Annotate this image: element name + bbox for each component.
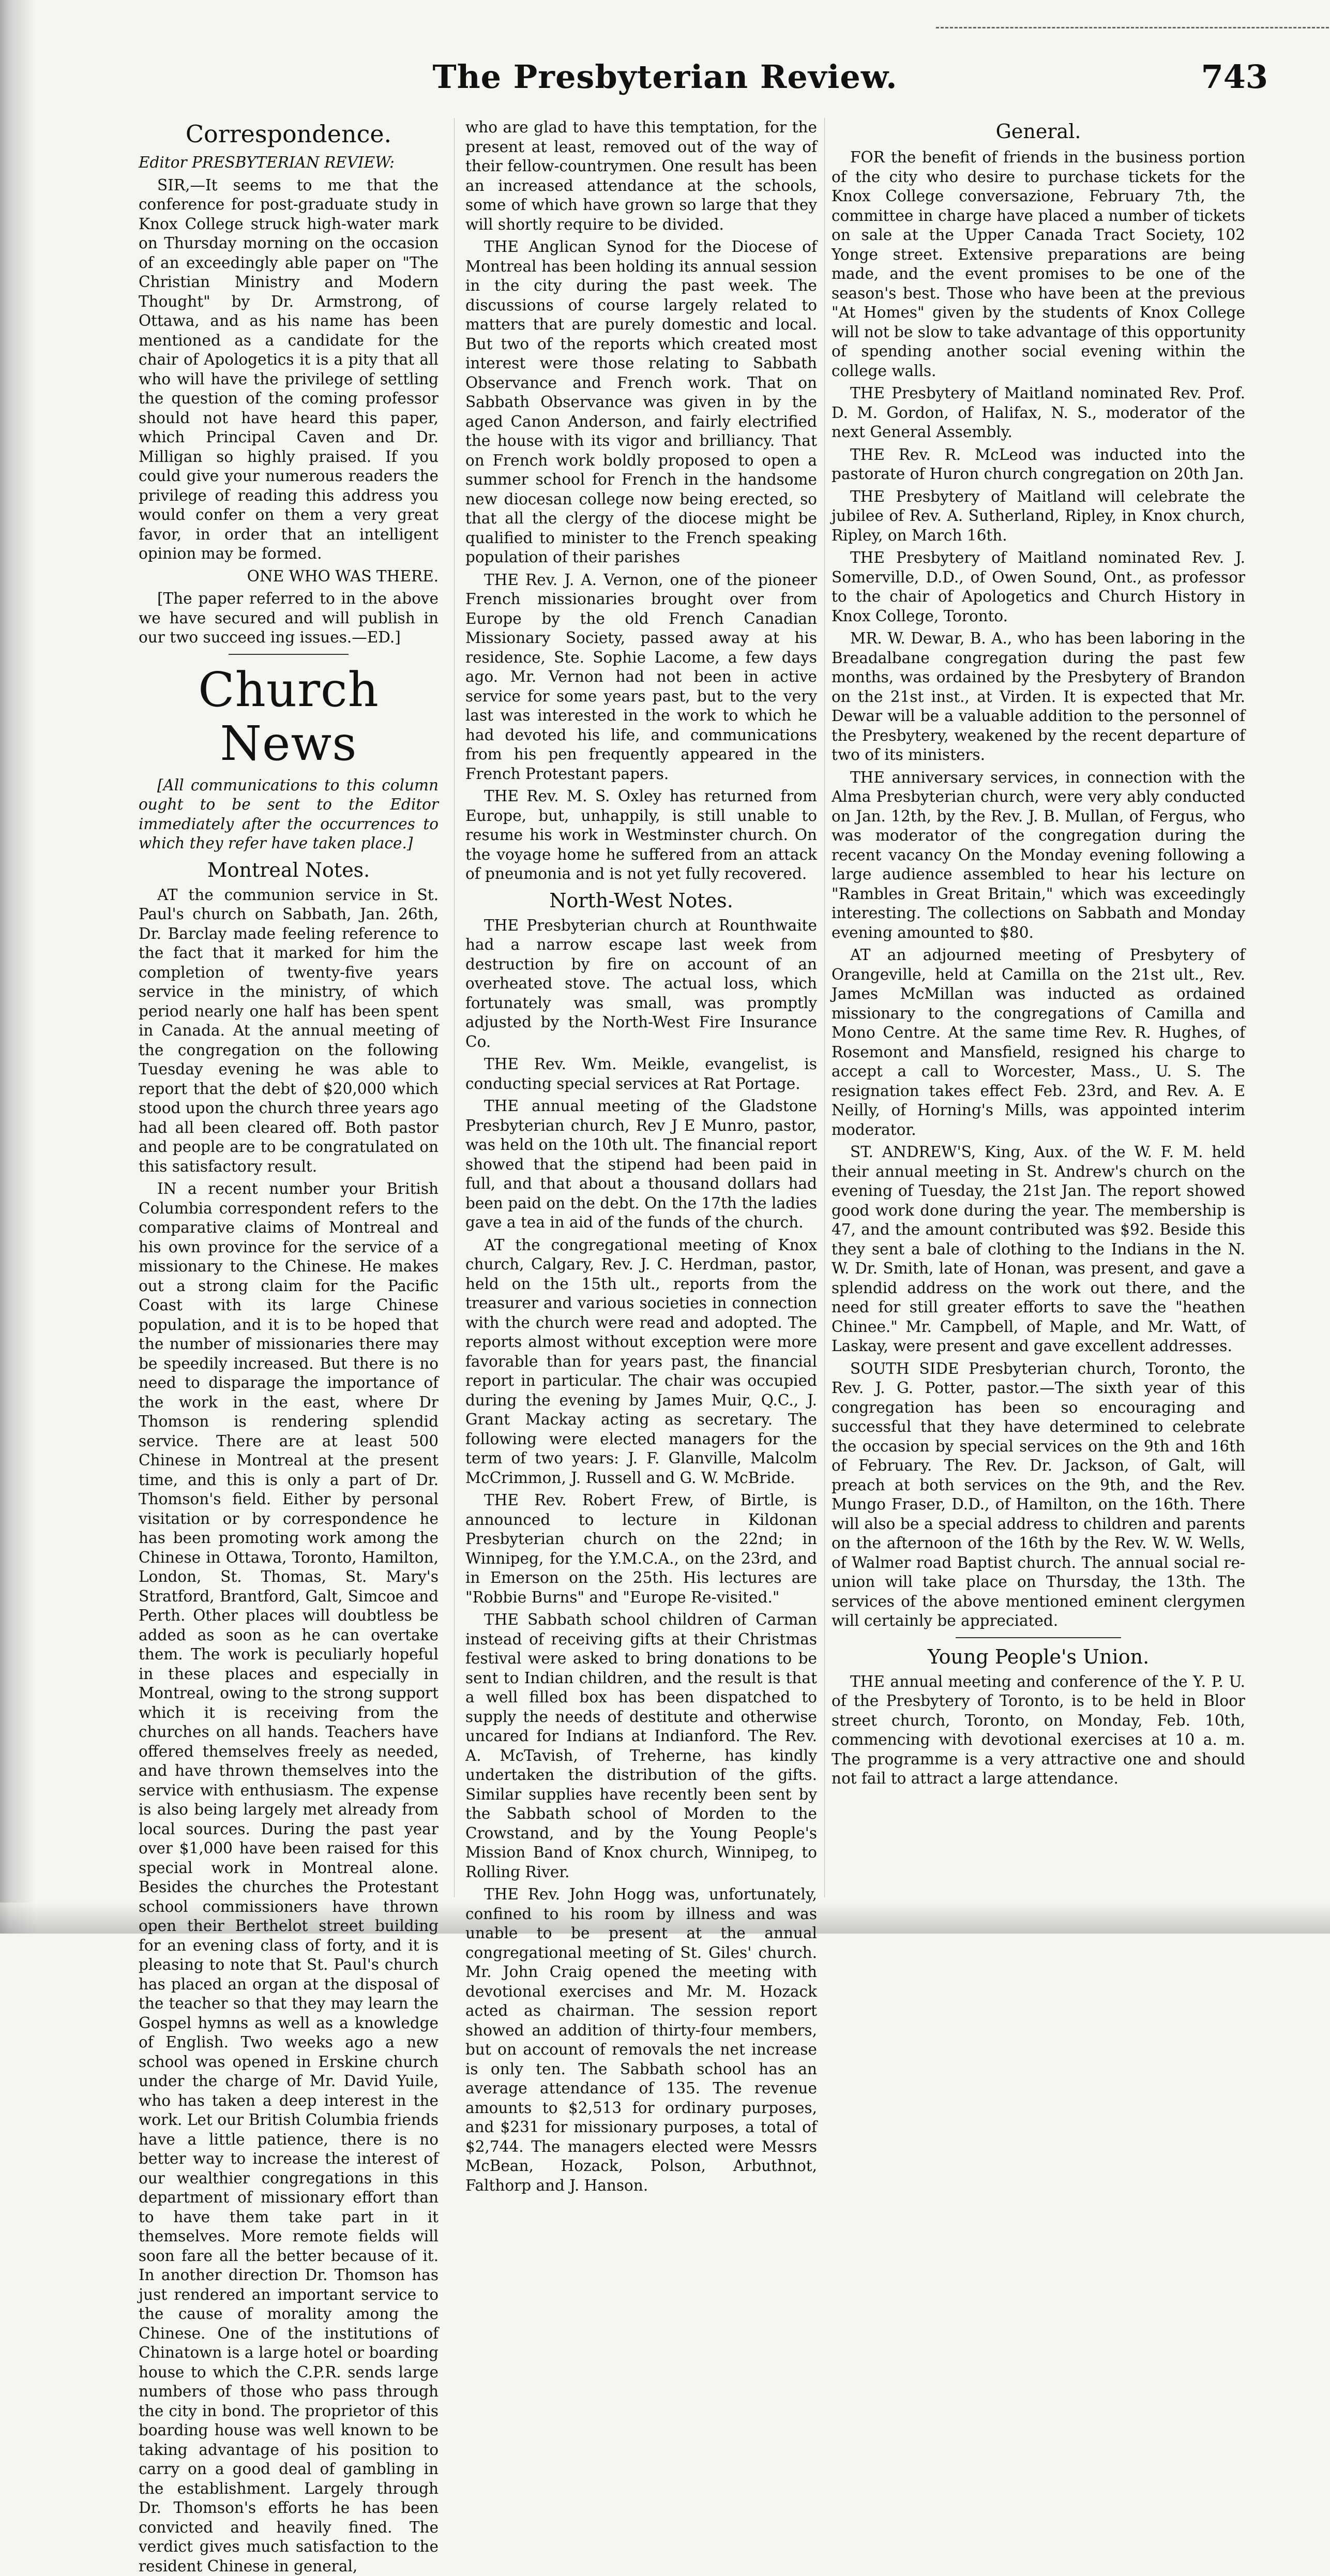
church-news-heading: Church News [198,662,379,771]
montreal-notes-heading: Montreal Notes. [207,858,370,881]
general-paragraph: AT an adjourned meeting of Presbytery of Orangeville, held at Camilla on the 21st ult., Rev. James McMillan was inducted as ordained missionary to the congregations of Camilla and Mono Centre. At the same time Rev. R. Hughes, of Rosemont and Mansfield, resigned his charge to accept a call to Worcester, Mass., U. S. The resignation takes effect Feb. 23rd, and Rev. A. E Neilly, of Horning's Mills, was appointed interim moderator. [832,946,1245,1139]
general-paragraph: FOR the benefit of friends in the business portion of the city who desire to purchase tickets for the Knox College conversazione, February 7th, the committee in charge have placed a number of tickets on sale at the Upper Canada Tract Society, 102 Yonge street. Extensive preparations are being made, and the event promises to be one of the season's best. Those who have been at the previous "At Homes" given by the students of Knox College will not be slow to take advantage of this opportunity of spending another social evening within the college walls. [832,148,1245,380]
general-paragraph: THE Presbytery of Maitland nominated Rev. Prof. D. M. Gordon, of Halifax, N. S., moderator of the next General Assembly. [832,384,1245,441]
north-west-paragraph: THE Rev. Wm. Meikle, evangelist, is conducting special services at Rat Portage. [465,1055,817,1092]
montreal-paragraph: THE Rev. M. S. Oxley has returned from Europe, but, unhappily, is still unable to resume his work in Westminster church. On the voyage home he suffered from an attack of pneumonia and is not yet fully recovered. [465,787,817,882]
section-divider [956,1637,1121,1638]
running-head: The Presbyterian Review. [432,58,898,96]
correspondence-heading: Correspondence. [185,120,392,148]
top-dashed-rule [936,27,1329,28]
general-paragraph: ST. ANDREW'S, King, Aux. of the W. F. M. held their annual meeting in St. Andrew's church on the evening of Tuesday, the 21st Jan. The report showed good work done during the year. The membership is 47, and the amount contributed was $92. Beside this they sent a bale of clothing to the Indians in the N. W. Dr. Smith, late of Honan, was present, and gave a splendid address on the work out there, and the need for still greater efforts to save the "heathen Chinee." Mr. Campbell, of Maple, and Mr. Watt, of Laskay, were present and gave excellent addresses. [832,1143,1245,1355]
column-2 [465,118,817,2194]
general-paragraph: THE Rev. R. McLeod was inducted into the pastorate of Huron church congregation on 20th Jan. [832,445,1245,483]
column-divider [824,118,825,1897]
north-west-paragraph: THE Rev. Robert Frew, of Birtle, is announced to lecture in Kildonan Presbyterian church on the 22nd; in Winnipeg, for the Y.M.C.A., on the 23rd, and in Emerson on the 25th. His lectures are "Robbie Burns" and "Europe Re-visited." [465,1491,817,1606]
column-divider [454,118,455,1897]
general-paragraph: SOUTH SIDE Presbyterian church, Toronto, the Rev. J. G. Potter, pastor.—The sixth year of this congregation has been so encouraging and successful that they have determined to celebrate the occasion by special services on the 9th and 16th of February. The Rev. Dr. Jackson, of Galt, will preach at both services on the 9th, and the Rev. Mungo Fraser, D.D., of Hamilton, on the 16th. There will also be a special address to children and parents on the afternoon of the 16th by the Rev. W. W. Wells, of Walmer road Baptist church. The annual social re-union will take place on Thursday, the 13th. The services of the above mentioned eminent clergymen will certainly be appreciated. [832,1359,1245,1629]
church-news-note: [All communications to this column ought to be sent to the Editor immediately after the occurrences to which they refer have taken place.] [139,776,439,852]
montreal-paragraph: THE Anglican Synod for the Diocese of Montreal has been holding its annual session in the city during the past week. The discussions of course largely related to matters that are purely domestic and local. But two of the reports which created most interest were those relating to Sabbath Observance and French work. That on Sabbath Observance was given in by the aged Canon Anderson, and fairly electrified the house with its vigor and brilliancy. That on French work boldly proposed to open a summer school for French in the handsome new diocesan college now being erected, so that all the clergy of the diocese might be qualified to minister to the French speaking population of their parishes [465,238,817,566]
north-west-paragraph: THE Sabbath school children of Carman instead of receiving gifts at their Christmas festival were asked to bring donations to be sent to Indian children, and the result is that a well filled box has been dispatched to supply the needs of destitute and otherwise uncared for Indians at Indianford. The Rev. A. McTavish, of Treherne, has kindly undertaken the distribution of the gifts. Similar supplies have recently been sent by the Sabbath school of Morden to the Crowstand, and by the Young People's Mission Band of Knox church, Winnipeg, to Rolling River. [465,1611,817,1881]
letter-body: SIR,—It seems to me that the conference for post-graduate study in Knox College struck high-water mark on Thursday morning on the occasion of an exceedingly able paper on "The Christian Ministry and Modern Thought" by Dr. Armstrong, of Ottawa, and as his name has been mentioned as a candidate for the chair of Apologetics it is a pity that all who will have the privilege of settling the question of the coming professor should not have heard this paper, which Principal Caven and Dr. Milligan so highly praised. If you could give your numerous readers the privilege of reading this address you would confer on them a very great favor, in order that an intelligent opinion may be formed. [139,176,439,562]
general-paragraph: THE Presbytery of Maitland will celebrate the jubilee of Rev. A. Sutherland, Ripley, in Knox church, Ripley, on March 16th. [832,487,1245,544]
general-paragraph: THE Presbytery of Maitland nominated Rev. J. Somerville, D.D., of Owen Sound, Ont., as professor to the chair of Apologetics and Church History in Knox College, Toronto. [832,549,1245,625]
montreal-paragraph: IN a recent number your British Columbia correspondent refers to the comparative claims of Montreal and his own province for the service of a missionary to the Chinese. He makes out a strong claim for the Pacific Coast with its large Chinese population, and it is to be hoped that the number of missionaries there may be speedily increased. But there is no need to disparage the importance of the work in the east, where Dr Thomson is rendering splendid service. There are at least 500 Chinese in Montreal at the present time, and this is only a part of Dr. Thomson's field. Either by personal visitation or by correspondence he has been promoting work among the Chinese in Ottawa, Toronto, Hamilton, London, St. Thomas, St. Mary's Stratford, Brantford, Galt, Simcoe and Perth. Other places will doubtless be added as soon as he can overtake them. The work is peculiarly hopeful in these places and especially in Montreal, owing to the strong support which it is receiving from the churches on all hands. Teachers have offered themselves freely as needed, and have thrown themselves into the service with enthusiasm. The expense is also being largely met already from local sources. During the past year over $1,000 have been raised for this special work in Montreal alone. Besides the churches the Protestant school commissioners have thrown open their Berthelot street building for an evening class of forty, and it is pleasing to note that St. Paul's church has placed an organ at the disposal of the teacher so that they may learn the Gospel hymns as well as a knowledge of English. Two weeks ago a new school was opened in Erskine church under the charge of Mr. David Yuile, who has taken a deep interest in the work. Let our British Columbia friends have a little patience, there is no better way to increase the interest of our wealthier congregations in this department of missionary effort than to have them take part in it themselves. More remote fields will soon fare all the better because of it. In another direction Dr. Thomson has just rendered an important service to the cause of morality among the Chinese. One of the institutions of Chinatown is a large hotel or boarding house to which the C.P.R. sends large numbers of those who pass through the city in bond. The proprietor of this boarding house was well known to be taking advantage of his position to carry on a good deal of gambling in the establishment. Largely through Dr. Thomson's efforts he has been convicted and heavily fined. The verdict gives much satisfaction to the resident Chinese in general, [139,1180,439,2575]
general-paragraph: MR. W. Dewar, B. A., who has been laboring in the Breadalbane congregation during the past few months, was ordained by the Presbytery of Brandon on the 21st inst., at Virden. It is expected that Mr. Dewar will be a valuable addition to the personnel of the Presbytery, weakened by the recent departure of two of its ministers. [832,630,1245,763]
page-number: 743 [1201,58,1268,96]
young-peoples-union-heading: Young People's Union. [927,1645,1150,1668]
montreal-paragraph: THE Rev. J. A. Vernon, one of the pioneer French missionaries brought over from Europe by the old French Canadian Missionary Society, passed away at his residence, Ste. Sophie Lacome, a few days ago. Mr. Vernon had not been in active service for some years past, but to the very last was interested in the work to which he had devoted his life, and communications from his pen frequently appeared in the French Protestant papers. [465,571,817,783]
editor-note: [The paper referred to in the above we have secured and will publish in our two succeed ing issues.—ED.] [139,590,439,646]
letter-address: Editor PRESBYTERIAN REVIEW: [139,154,395,171]
general-heading: General. [995,120,1081,143]
north-west-paragraph: THE Presbyterian church at Rounthwaite had a narrow escape last week from destruction by fire on account of an overheated stove. The actual loss, which fortunately was small, was promptly adjusted by the North-West Fire Insurance Co. [465,916,817,1051]
montreal-continued: who are glad to have this temptation, for the present at least, removed out of the way of their fellow-countrymen. One result has been an increased attendance at the schools, some of which have grown so large that they will shortly require to be divided. [465,118,817,233]
column-1 [139,118,439,2575]
montreal-paragraph: AT the communion service in St. Paul's church on Sabbath, Jan. 26th, Dr. Barclay made feeling reference to the fact that it marked for him the completion of twenty-five years service in the ministry, of which period nearly one half has been spent in Canada. At the annual meeting of the congregation on the following Tuesday evening he was able to report that the debt of $20,000 which stood upon the church three years ago had all been cleared off. Both pastor and people are to be congratulated on this satisfactory result. [139,886,439,1175]
section-divider [229,654,349,655]
general-paragraph: THE anniversary services, in connection with the Alma Presbyterian church, were very ably conducted on Jan. 12th, by the Rev. J. B. Mullan, of Fergus, who was moderator of the congregation during the recent vacancy On the Monday evening following a large audience assembled to hear his lecture on "Rambles in Great Britain," which was exceedingly interesting. The collections on Sabbath and Monday evening amounted to $80. [832,768,1245,941]
letter-signature: ONE WHO WAS THERE. [247,567,439,585]
column-3 [832,118,1245,1897]
page-edge-shadow [0,0,36,1934]
north-west-paragraph: THE Rev. John Hogg was, unfortunately, confined to his room by illness and was unable to be present at the annual congregational meeting of St. Giles' church. Mr. John Craig opened the meeting with devotional exercises and Mr. M. Hozack acted as chairman. The session report showed an addition of thirty-four members, but on account of removals the net increase is only ten. The Sabbath school has an average attendance of 135. The revenue amounts to $2,513 for ordinary purposes, and $231 for missionary purposes, a total of $2,744. The managers elected were Messrs McBean, Hozack, Polson, Arbuthnot, Falthorp and J. Hanson. [465,1885,817,2194]
north-west-notes-heading: North-West Notes. [549,889,733,912]
north-west-paragraph: THE annual meeting of the Gladstone Presbyterian church, Rev J E Munro, pastor, was held on the 10th ult. The financial report showed that the stipend had been paid in full, and that about a thousand dollars had been paid on the debt. On the 17th the ladies gave a tea in aid of the funds of the church. [465,1097,817,1231]
young-peoples-paragraph: THE annual meeting and conference of the Y. P. U. of the Presbytery of Toronto, is to be held in Bloor street church, Toronto, on Monday, Feb. 10th, commencing with devotional exercises at 10 a. m. The programme is a very attractive one and should not fail to attract a large attendance. [832,1672,1245,1787]
north-west-paragraph: AT the congregational meeting of Knox church, Calgary, Rev. J. C. Herdman, pastor, held on the 15th ult., reports from the treasurer and various societies in connection with the church were read and adopted. The reports almost without exception were more favorable than for years past, the financial report in particular. The chair was occupied during the evening by James Muir, Q.C., J. Grant Mackay acting as secretary. The following were elected managers for the term of two years: J. F. Glanville, Malcolm McCrimmon, J. Russell and G. W. McBride. [465,1236,817,1487]
